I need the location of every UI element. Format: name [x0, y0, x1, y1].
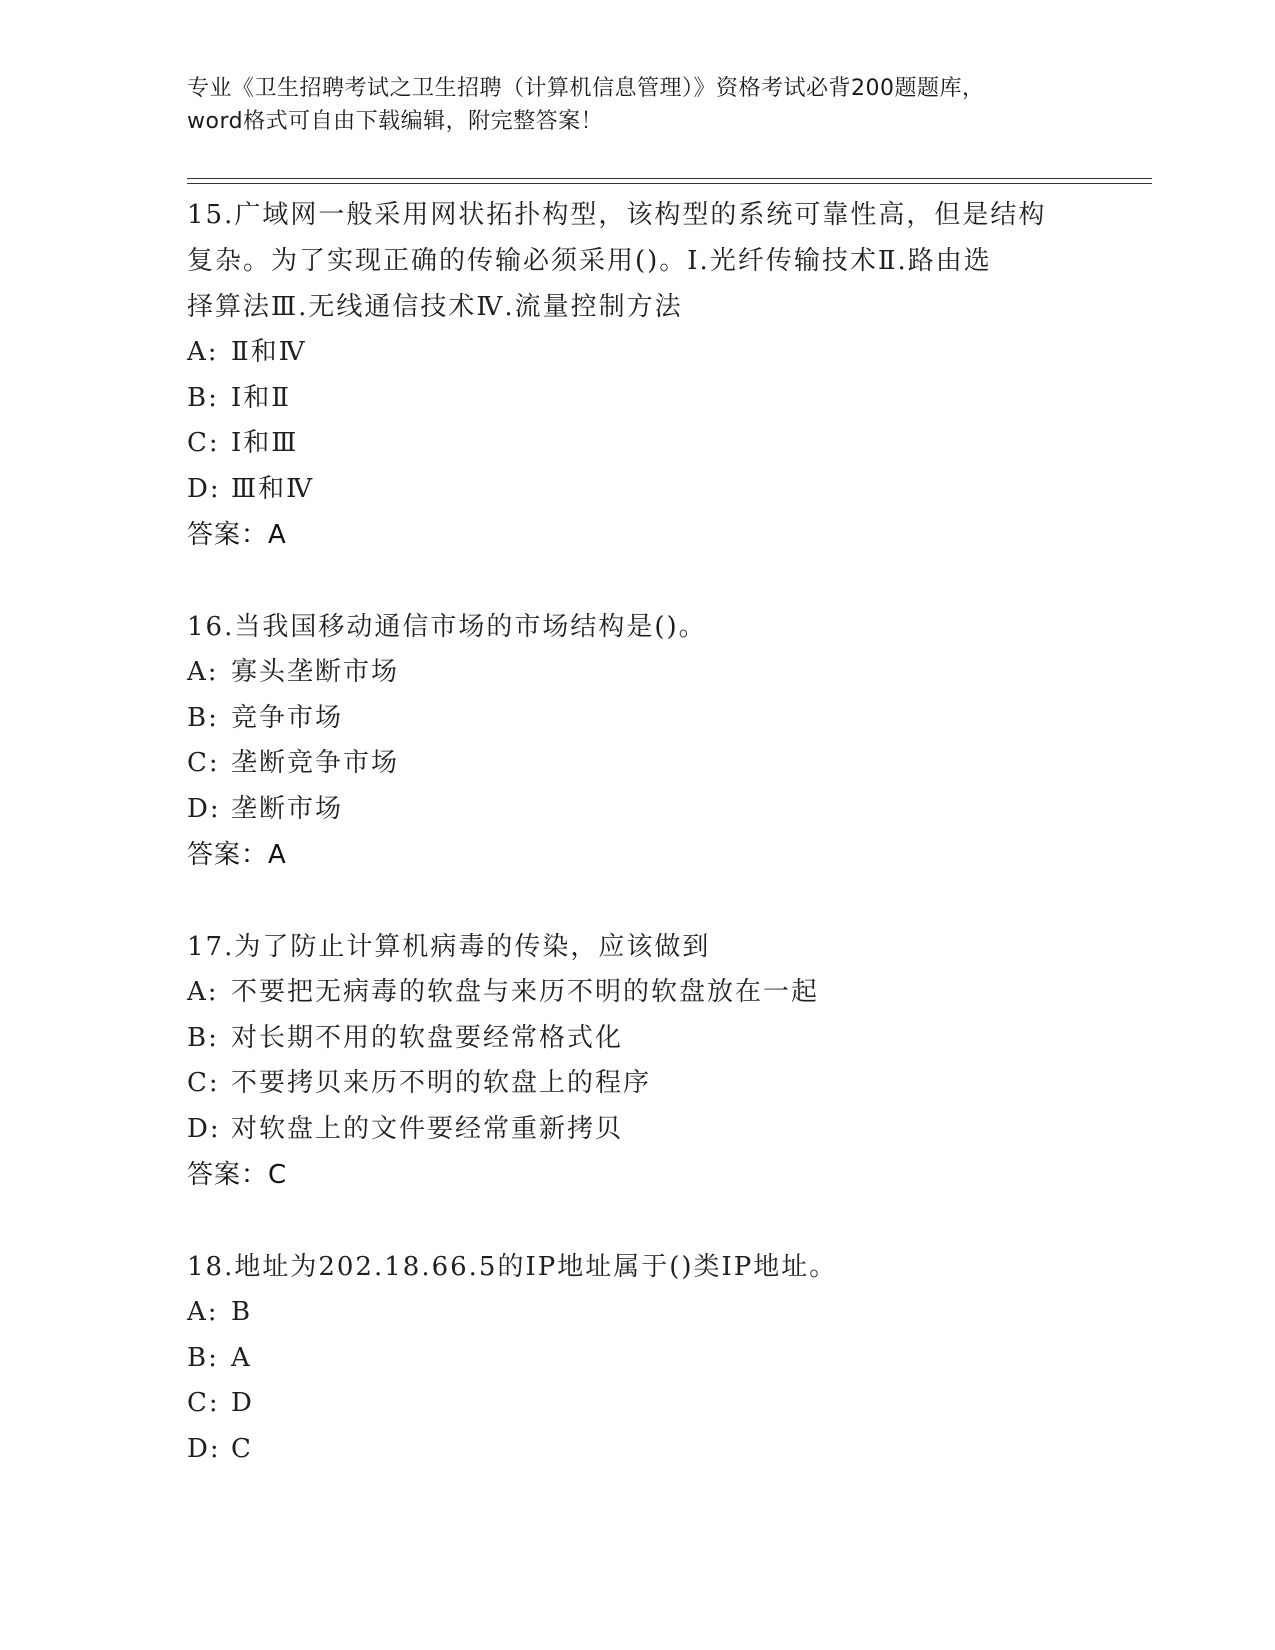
answer-line: 答案：A: [187, 840, 287, 870]
option-a: [187, 970, 1087, 1016]
question-stem-line: 17.为了防止计算机病毒的传染，应该做到: [187, 932, 711, 962]
option-text: 对软盘上的文件要经常重新拷贝: [231, 1113, 624, 1144]
option-letter: C:: [187, 1068, 220, 1098]
option-text: 竞争市场: [231, 702, 344, 733]
option-letter: B:: [187, 382, 219, 413]
option-text: 垄断市场: [231, 793, 344, 824]
header-line-2: word格式可自由下载编辑，附完整答案！: [187, 109, 604, 134]
option-text: 不要把无病毒的软盘与来历不明的软盘放在一起: [231, 977, 820, 1007]
document-header: [187, 72, 1087, 138]
option-a: [187, 650, 1087, 696]
question-stem-line: 16.当我国移动通信市场的市场结构是()。: [187, 612, 707, 642]
option-d: [187, 787, 1087, 833]
option-letter: A:: [187, 977, 219, 1007]
option-letter: C:: [187, 428, 220, 458]
question-15: [187, 192, 1087, 558]
option-text: 不要拷贝来历不明的软盘上的程序: [231, 1068, 652, 1098]
option-letter: D:: [187, 1433, 221, 1464]
option-text: 垄断竞争市场: [231, 748, 400, 778]
option-b: [187, 376, 1087, 422]
option-a: [187, 330, 1087, 376]
option-text: 寡头垄断市场: [231, 657, 400, 687]
question-17: [187, 924, 1087, 1198]
option-c: [187, 421, 1087, 467]
header-line-1: 专业《卫生招聘考试之卫生招聘（计算机信息管理）》资格考试必背200题题库，: [187, 76, 985, 101]
header-divider-bottom: [187, 183, 1152, 184]
option-b: [187, 1016, 1087, 1062]
question-stem-line: 复杂。为了实现正确的传输必须采用()。Ⅰ.光纤传输技术Ⅱ.路由选: [187, 246, 992, 276]
option-text: A: [231, 1342, 252, 1373]
question-stem-line: 18.地址为202.18.66.5的IP地址属于()类IP地址。: [187, 1252, 838, 1282]
option-text: 对长期不用的软盘要经常格式化: [231, 1022, 624, 1053]
option-letter: D:: [187, 1113, 221, 1144]
option-text: Ⅰ和Ⅲ: [231, 428, 299, 458]
option-letter: A:: [187, 1297, 219, 1327]
option-letter: C:: [187, 748, 220, 778]
option-d: [187, 1107, 1087, 1153]
option-letter: B:: [187, 702, 219, 733]
option-d: [187, 1427, 1087, 1473]
option-letter: C:: [187, 1388, 220, 1418]
header-divider-top: [187, 178, 1152, 179]
option-b: [187, 1336, 1087, 1382]
question-16: [187, 604, 1087, 878]
option-text: Ⅰ和Ⅱ: [231, 382, 291, 413]
option-text: D: [231, 1388, 254, 1418]
option-letter: B:: [187, 1022, 219, 1053]
option-text: C: [231, 1433, 253, 1464]
question-stem-line: 15.广域网一般采用网状拓扑构型，该构型的系统可靠性高，但是结构: [187, 200, 1047, 230]
answer-line: 答案：A: [187, 520, 287, 550]
option-d: [187, 467, 1087, 513]
option-letter: D:: [187, 793, 221, 824]
question-list: [187, 192, 1087, 1518]
option-b: [187, 696, 1087, 742]
answer-line: 答案：C: [187, 1160, 288, 1190]
option-c: [187, 741, 1087, 787]
option-c: [187, 1381, 1087, 1427]
option-text: Ⅲ和Ⅳ: [231, 473, 315, 504]
option-a: [187, 1290, 1087, 1336]
option-letter: A:: [187, 337, 219, 367]
option-text: Ⅱ和Ⅳ: [231, 337, 307, 367]
question-stem-line: 择算法Ⅲ.无线通信技术Ⅳ.流量控制方法: [187, 292, 683, 322]
option-text: B: [231, 1297, 253, 1327]
option-letter: A:: [187, 657, 219, 687]
option-letter: B:: [187, 1342, 219, 1373]
question-18: [187, 1244, 1087, 1472]
option-c: [187, 1061, 1087, 1107]
option-letter: D:: [187, 473, 221, 504]
